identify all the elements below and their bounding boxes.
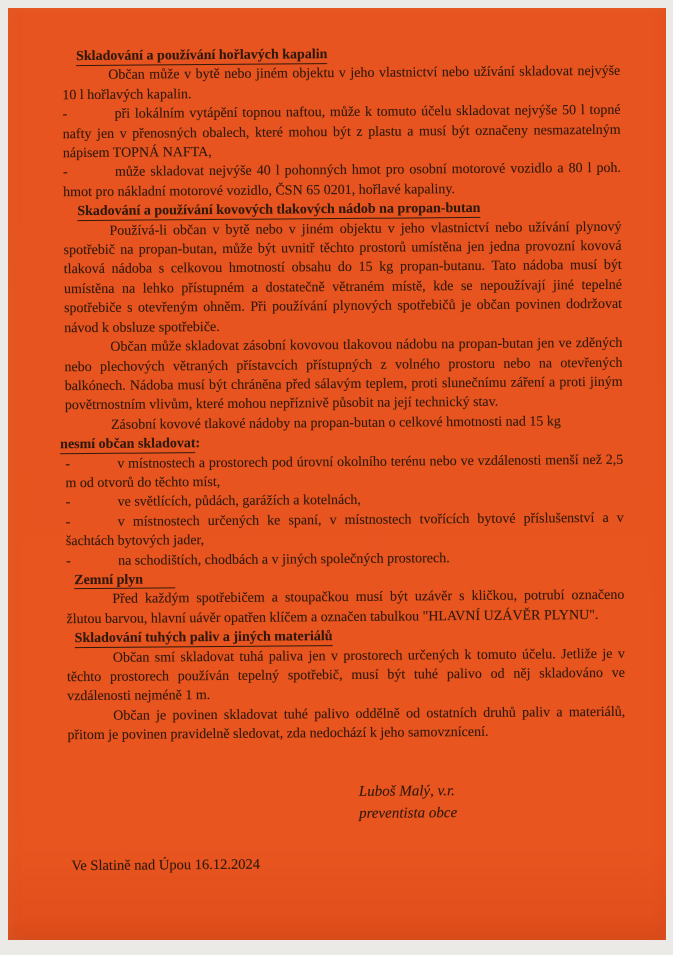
bullet-dash: - — [65, 514, 71, 530]
bullet-item — [65, 450, 623, 493]
bullet-dash: - — [65, 495, 71, 511]
paragraph: Občan může skladovat zásobní kovovou tlakovou nádobu na propan-butan jen ve zděných nebo plechových větraných přístavcích přístupných z volného prostoru nebo na otevřených balkónech. Nádoba musí být chráněna před sálavým teplem, proti slunečnímu záření a proti jiným povětrnostním vlivům, které mohou nepříznivě působit na její technický stav. — [64, 335, 623, 414]
bullet-item — [62, 101, 620, 164]
bullet-text: ve světlících, půdách, garážích a kotelnách, — [117, 493, 361, 511]
heading-text: Skadování a používání kovových tlakových nádob na propan-butan — [77, 201, 481, 220]
orange-paper-sheet — [8, 8, 666, 940]
heading-text: Skladování tuhých paliv a jiných materiálů — [74, 629, 333, 647]
bullet-dash: - — [62, 107, 68, 123]
paragraph: Občan může v bytě nebo jiném objektu v jeho vlastnictví nebo užívání skladovat nejvýše 10 l hořlavých kapalin. — [62, 64, 621, 104]
bullet-text: v místnostech určených ke spaní, v místnostech tvořících bytové příslušenství a v šachtách bytových jader, — [65, 510, 624, 550]
paragraph: Občan je povinen skladovat tuhé palivo oddělně od ostatních druhů paliv a materiálů, přitom je povinen pravidelně sledovat, zda nedochází k jeho samovznícení. — [67, 704, 626, 744]
bullet-text: může skladovat nejvýše 40 l pohonných hmot pro osobní motorové vozidlo a 80 l poh. hmot pro nákladní motorové vozidlo, ČSN 65 0201, hořlavé kapaliny. — [63, 161, 622, 201]
heading-text: nesmí občan skladovat — [60, 436, 196, 453]
bullet-item — [63, 159, 621, 202]
signature-block — [359, 778, 626, 824]
bullet-item — [66, 509, 624, 552]
place-and-date-line: Ve Slatině nad Úpou 16.12.2024 — [71, 856, 260, 874]
bullet-dash: - — [65, 553, 71, 569]
document-body — [62, 43, 626, 876]
bullet-text: při lokálním vytápění topnou naftou, může k tomuto účelu skladovat nejvýše 50 l topné nafty jen v přenosných obalech, které mohou být z plastu a musí být označeny nesmazatelným nápisem TOPNÁ NAFTA, — [62, 103, 621, 162]
bullet-dash: - — [62, 165, 68, 181]
heading-suffix: : — [195, 436, 201, 452]
bullet-text: na schodištích, chodbách a v jiných společných prostorech. — [117, 550, 450, 569]
bullet-text: v místnostech a prostorech pod úrovní okolního terénu nebo ve vzdálenosti menší než 2,5 m od otvorů do těchto míst, — [65, 452, 624, 492]
paragraph: Občan smí skladovat tuhá paliva jen v prostorech určených k tomuto účelu. Jetliže je v těchto prostorech používán tepelný spotřebič, musí být tuhé palivo od něj skladováno ve vzdálenosti nejméně 1 m. — [66, 646, 626, 705]
signature-title: preventista obce — [358, 804, 458, 822]
bullet-dash: - — [65, 456, 71, 472]
heading-text: Zemní plyn — [74, 572, 175, 589]
signature-name: Luboš Malý, v.r. — [358, 782, 455, 800]
paragraph: Zásobní kovové tlakové nádoby na propan-butan o celkové hmotnosti nad 15 kg — [110, 414, 561, 433]
paragraph: Používá-li občan v bytě nebo v jiném objektu v jeho vlastnictví nebo užívání plynový spotřebič na propan-butan, může být uvnitř těchto prostorů umístěna jen jedna provozní kovová tlaková nádoba s celkovou hmotností obsahu do 15 kg propan-butanu. Tato nádoba musí být umístěna na lehko přístupném a dostatečně větraném místě, kde se nepoužívají jiné tepelné spotřebiče s otevřeným ohněm. Při používání plynových spotřebičů je občan povinen dodržovat návod k obsluze spotřebiče. — [63, 219, 623, 336]
paragraph: Před každým spotřebičem a stoupačkou musí být uzávěr s kličkou, potrubí označeno žlutou barvou, hlavní uávěr opatřen klíčem a označen tabulkou "HLAVNÍ UZÁVĚR PLYNU". — [66, 588, 625, 627]
heading-text: Skladování a používání hořlavých kapalin — [76, 47, 328, 65]
